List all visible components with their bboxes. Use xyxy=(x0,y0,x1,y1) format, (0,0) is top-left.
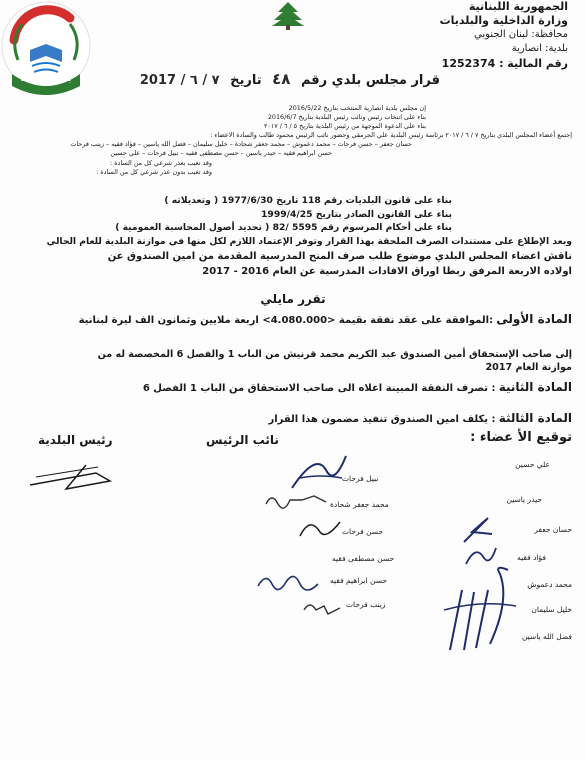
meeting-line: حسن ابراهيم فقيه – حيدر ياسين – حسن مصطفى فقيه – نبيل فرحات – علي حسين xyxy=(110,149,332,158)
decision-date: ٧ / ٦ / 2017 xyxy=(139,73,220,88)
meeting-line: بناء على الدعوة الموجهة من رئيس البلدية بتاريخ ٥ / ٦ / ٢٠١٧ xyxy=(264,122,426,131)
member-name: محمد دعموش xyxy=(527,580,572,589)
member-name: فضل الله ياسين xyxy=(521,632,572,641)
meeting-line: وقد تغيب بدون عذر شرعي كل من السادة : xyxy=(96,167,212,176)
header-republic: الجمهورية اللبنانية xyxy=(468,0,568,13)
members-label: توقيع الأ عضاء : xyxy=(470,430,572,445)
article-three-label: المادة الثالثة xyxy=(498,411,572,425)
beneficiary-line: موازنة العام 2017 xyxy=(485,362,572,373)
member-name: حسن مصطفى فقيه xyxy=(332,554,395,563)
header-ministry: وزارة الداخلية والبلديات xyxy=(439,14,568,27)
member-name: نبيل فرحات xyxy=(342,474,379,483)
member-name: حسن فرحات xyxy=(342,527,384,536)
legal-basis xyxy=(10,194,572,248)
decision-title-prefix: قرار مجلس بلدي رقم xyxy=(300,73,440,88)
signature-zeinab-farhat xyxy=(300,596,350,624)
meeting-line: إن مجلس بلدية انصارية المنتخب بتاريخ 2016/5/22 xyxy=(288,104,426,112)
vice-president-label: نائب الرئيس xyxy=(206,433,279,447)
article-two-text: : تصرف النفقة المبينة اعلاه الى صاحب الاستحقاق من الباب 1 الفصل 6 xyxy=(142,383,496,394)
article-one xyxy=(10,312,572,326)
article-one-text: :الموافقة على عقد نفقة بقيمة <4.080.000> اربعة ملايين وثمانون الف ليرة لبنانية xyxy=(78,315,494,326)
member-name: حسن ابراهيم فقيه xyxy=(330,576,388,585)
header-finance-number: رقم المالية : 1252374 xyxy=(441,57,568,70)
article-three xyxy=(10,411,572,425)
member-name: زينب فرحات xyxy=(346,600,386,609)
beneficiary-line: إلى صاحب الإستحقاق أمين الصندوق عبد الكريم محمد قرنيش من الباب 1 والفصل 6 المخصصة له من xyxy=(97,349,572,360)
legal-basis-line: بناء على القانون الصادر بتاريخ 1999/4/25 xyxy=(261,208,452,220)
article-two xyxy=(10,380,572,394)
meeting-line: حسان جعفر – حسن فرحات – محمد دعموش – محمد جعفر شحادة – خليل سليمان – فضل الله ياسين – فؤاد فقيه – زينب فرحات xyxy=(70,140,412,149)
decision-heading: تقرر مايلي xyxy=(260,292,326,306)
president-label: رئيس البلدية xyxy=(38,433,113,447)
legal-basis-line: بناء على أحكام المرسوم رقم 5595 /82 ( تحديد أصول المحاسبة العمومية ) xyxy=(115,222,452,233)
beneficiary xyxy=(10,348,572,374)
cedar-emblem xyxy=(270,0,306,30)
meeting-line: بناء على انتخاب رئيس ونائب رئيس البلدية بتاريخ 2016/6/7 xyxy=(267,113,426,122)
member-name: حسان جعفر xyxy=(534,525,572,534)
signature-khalil-fadlallah xyxy=(440,560,524,664)
decision-title xyxy=(140,70,440,88)
meeting-info xyxy=(18,104,426,132)
header-governorate: محافظة: لبنان الجنوبي xyxy=(474,29,568,40)
meeting-attendance xyxy=(18,131,572,177)
member-name: محمد جعفر شحادة xyxy=(330,500,389,509)
article-three-text: : يكلف امين الصندوق تنفيذ مضمون هذا القرار xyxy=(268,414,496,425)
member-name: خليل سليمان xyxy=(531,605,572,614)
meeting-line: إجتمع أعضاء المجلس البلدي بتاريخ ٧ / ٦ / ٢٠١٧ برئاسة رئيس البلدية علي الجرمقي وحضور نائب الرئيس محمود طالب والسادة الاعضاء : xyxy=(210,131,572,139)
article-two-label: المادة الثانية xyxy=(498,380,572,394)
decision-number: ٤٨ xyxy=(272,70,291,88)
logo-caption: بلدية انصارية xyxy=(20,74,72,83)
discussion-line: ناقش اعضاء المجلس البلدي موضوع طلب صرف المنح المدرسية المقدمة من امين الصندوق عن xyxy=(107,251,572,262)
discussion-line: اولاده الاربعة المرفق ربطا اوراق الافادات المدرسية عن العام 2016 - 2017 xyxy=(202,266,572,277)
member-name: حيدر ياسين xyxy=(506,495,542,504)
signature-hassan-farhat xyxy=(296,512,346,546)
article-one-label: المادة الأولى xyxy=(496,312,572,326)
discussion xyxy=(6,249,572,279)
member-name: فؤاد فقيه xyxy=(517,553,546,562)
header-municipality: بلدية: انصارية xyxy=(511,43,568,54)
meeting-line: وقد تغيب بعذر شرعي كل من السادة : xyxy=(110,158,212,167)
member-name: علي حسين xyxy=(515,460,550,469)
legal-basis-line: بناء على قانون البلديات رقم 118 تاريخ 1977/6/30 ( وتعديلاته ) xyxy=(164,195,452,206)
decision-date-label: تاريخ xyxy=(230,73,262,88)
municipality-logo xyxy=(0,0,92,96)
legal-basis-line: وبعد الإطلاع على مستندات الصرف الملحقة بهذا القرار وتوفر الإعتماد اللازم لكل منها في موازنة البلدية للعام الحالي xyxy=(46,235,572,247)
president-signature xyxy=(26,455,116,499)
